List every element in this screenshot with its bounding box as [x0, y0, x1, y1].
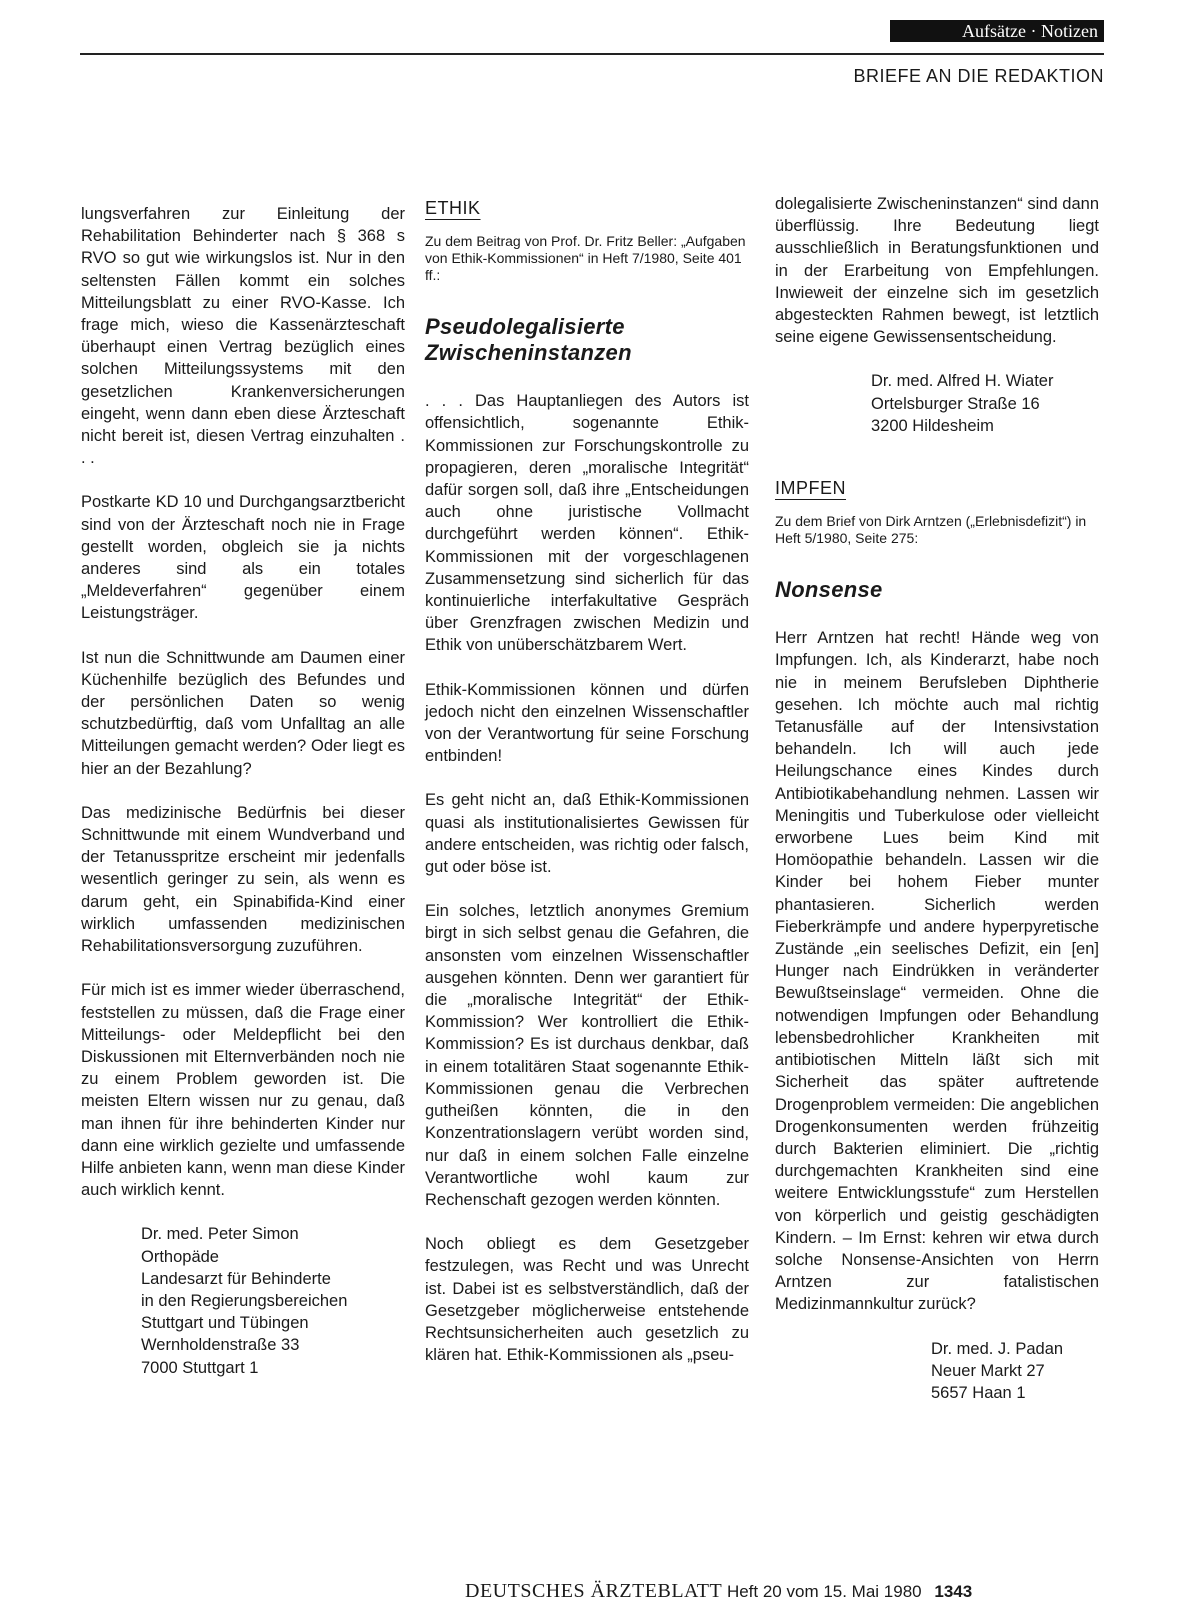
headline-pseudolegalisierte: Pseudolegalisierte Zwischeninstanzen — [425, 314, 632, 366]
paragraph: dolegalisierte Zwischeninstanzen“ sind dann überflüssig. Ihre Bedeutung liegt ausschließlich in Beratungsfunktionen und in der Erarbeitung von Empfehlungen. Inwieweit der einzelne sich im gesetzlich abgesteckten Rahmen bewegt, ist letztlich seine eigene Gewissensentscheidung. — [775, 195, 1099, 347]
paragraph: Noch obliegt es dem Gesetzgeber festzulegen, was Recht und was Unrecht ist. Dabei ist es selbstverständlich, daß der Gesetzgeber möglicherweise entstehende Rechtsunsicherheiten auch gesetzlich zu klären hat. Ethik-Kommissionen als „pseu- — [425, 1235, 749, 1365]
reference-note: Zu dem Beitrag von Prof. Dr. Fritz Beller: „Aufgaben von Ethik-Kommissionen“ in Heft 7/1980, Seite 401 ff.: — [425, 233, 746, 284]
paragraph: Das medizinische Bedürfnis bei dieser Schnittwunde mit einem Wundverband und der Tetanusspritze erscheint mir jedenfalls wesentlich geringer zu sein, als wenn es darum geht, ein Spinabifida-Kind einer wirklich umfassenden medizinischen Rehabilitationsversorgung zuzuführen. — [81, 803, 405, 956]
section-tag: Aufsätze · Notizen — [890, 20, 1104, 42]
signature-line: Wernholdenstraße 33 — [141, 1336, 300, 1355]
signature-line: Ortelsburger Straße 16 — [871, 394, 1040, 413]
signature-padan — [775, 1338, 1099, 1405]
signature-line: Dr. med. Alfred H. Wiater — [871, 372, 1054, 391]
paragraph: Ethik-Kommissionen können und dürfen jedoch nicht den einzelnen Wissenschaftler von der Verantwortung für seine Forschung entbinden! — [425, 680, 749, 766]
column-3 — [775, 193, 1099, 1426]
kicker-ethik: ETHIK — [425, 198, 481, 218]
column-1 — [81, 203, 405, 1401]
paragraph: lungsverfahren zur Einleitung der Rehabilitation Behinderter nach § 368 s RVO so gut wie wirkungslos ist. Nur in den seltensten Fällen kommt ein solches Mitteilungsblatt zu einer RVO-Kasse. Ich frage mich, wieso die Kassenärzteschaft überhaupt einen Vertrag bezüglich eines solchen Mitteilungssystems mit den gesetzlichen Krankenversicherungen eingeht, wenn dann eben diese Ärzteschaft nicht bereit ist, diesen Vertrag einzuhalten . . . — [81, 205, 405, 468]
journal-name: DEUTSCHES ÄRZTEBLATT — [465, 1580, 723, 1602]
signature-line: 7000 Stuttgart 1 — [141, 1358, 259, 1377]
signature-simon — [81, 1223, 405, 1378]
column-2 — [425, 197, 749, 1388]
issue-info: Heft 20 vom 15. Mai 1980 — [726, 1582, 922, 1601]
headline-nonsense: Nonsense — [775, 577, 883, 603]
signature-line: Dr. med. J. Padan — [931, 1339, 1064, 1358]
paragraph: Es geht nicht an, daß Ethik-Kommissionen quasi als institutionalisiertes Gewissen für andere entscheiden, was richtig oder falsch, gut oder böse ist. — [425, 791, 749, 877]
paragraph: . . . Das Hauptanliegen des Autors ist offensichtlich, sogenannte Ethik-Kommissionen zur Forschungskontrolle zu propagieren, deren „moralische Integrität“ dafür sorgen soll, daß ihre „Entscheidungen auch ohne juristische Vollmacht durchgeführt werden können“. Ethik-Kommissionen mit der vorgeschlagenen Zusammensetzung sind sicherlich für das kontinuierliche interfakultative Gespräch über Grenzfragen zwischen Medizin und Ethik von unüberschätzbarem Wert. — [425, 392, 749, 655]
signature-line: Dr. med. Peter Simon — [141, 1225, 299, 1244]
signature-wiater — [775, 370, 1099, 437]
header-rule — [80, 53, 1104, 55]
signature-line: in den Regierungsbereichen — [141, 1291, 348, 1310]
kicker-impfen: IMPFEN — [775, 478, 847, 499]
paragraph: Ist nun die Schnittwunde am Daumen einer Küchenhilfe bezüglich des Befundes und der persönlichen Daten so wenig schutzbedürftig, daß vom Unfalltag an alle Mitteilungen gemacht werden? Oder liegt es hier an der Bezahlung? — [81, 648, 405, 778]
signature-line: 5657 Haan 1 — [931, 1383, 1026, 1402]
signature-line: Orthopäde — [141, 1247, 219, 1266]
paragraph: Herr Arntzen hat recht! Hände weg von Impfungen. Ich, als Kinderarzt, habe noch nie in meinem Berufsleben Diphtherie gesehen. Ich möchte auch mal richtig Tetanusfälle auf der Intensivstation behandeln. Ich will auch jede Heilungschance eines Kindes durch Antibiotikabehandlung nehmen. Lassen wir Meningitis und Tuberkulose oder vielleicht erworbene Lues beim Kind mit Homöopathie behandeln. Lassen wir die Kinder bei hohem Fieber munter phantasieren. Sicherlich werden Fieberkrämpfe und andere hyperpyretische Zustände „ein seelisches Defizit, ein [en] Hunger nach Eindrükken in veränderter Bewußtseinslage“ vermeiden. Ohne die notwendigen Impfungen oder Behandlung lebensbedrohlicher Krankheiten mit antibiotischen Mitteln läßt sich mit Sicherheit das später auftretende Drogenproblem vermeiden: Die angeblichen Drogenkonsumenten werden frühzeitig durch Bakterien eliminiert. Die „richtig durchgemachten Krankheiten sind eine weitere Entwicklungsstufe“ zum Herstellen von körperlich und geistig geschädigten Kindern. – Im Ernst: kehren wir etwa durch solche Nonsense-Ansichten von Herrn Arntzen zur fatalistischen Medizinmannkultur zurück? — [775, 629, 1099, 1314]
paragraph: Postkarte KD 10 und Durchgangsarztbericht sind von der Ärzteschaft noch nie in Frage gestellt worden, obgleich sie ja nichts anderes sind als ein totales „Meldeverfahren“ gegenüber einem Leistungsträger. — [81, 493, 405, 623]
reference-note: Zu dem Brief von Dirk Arntzen („Erlebnisdefizit“) in Heft 5/1980, Seite 275: — [775, 513, 1087, 547]
signature-line: 3200 Hildesheim — [871, 416, 994, 435]
paragraph: Ein solches, letztlich anonymes Gremium birgt in sich selbst genau die Gefahren, die ansonsten vom einzelnen Wissenschaftler ausgehen könnten. Denn wer garantiert für die „moralische Integrität“ der Ethik-Kommission? Wer kontrolliert die Ethik-Kommission? Es ist durchaus denkbar, daß in einem totalitären Staat sogenannte Ethik-Kommissionen genau die Verbrechen gutheißen könnten, die in den Konzentrationslagern verübt worden sind, nur daß in einem solchen Falle einzelne Verantwortliche wohl kaum zur Rechenschaft gezogen werden könnten. — [425, 902, 749, 1209]
signature-line: Stuttgart und Tübingen — [141, 1314, 309, 1333]
page-footer — [465, 1580, 972, 1603]
section-title: BRIEFE AN DIE REDAKTION — [853, 66, 1104, 86]
signature-line: Landesarzt für Behinderte — [141, 1269, 331, 1288]
signature-line: Neuer Markt 27 — [931, 1361, 1045, 1380]
paragraph: Für mich ist es immer wieder überraschend, feststellen zu müssen, daß die Frage einer Mitteilungs- oder Meldepflicht bei den Diskussionen mit Elternverbänden noch nie zu einem Problem geworden ist. Die meisten Eltern wissen nur zu genau, daß man ihnen für ihre behinderten Kinder nur dann eine wirklich gezielte und umfassende Hilfe anbieten kann, wenn man diese Kinder auch wirklich kennt. — [81, 981, 405, 1200]
page-number: 1343 — [934, 1582, 973, 1601]
